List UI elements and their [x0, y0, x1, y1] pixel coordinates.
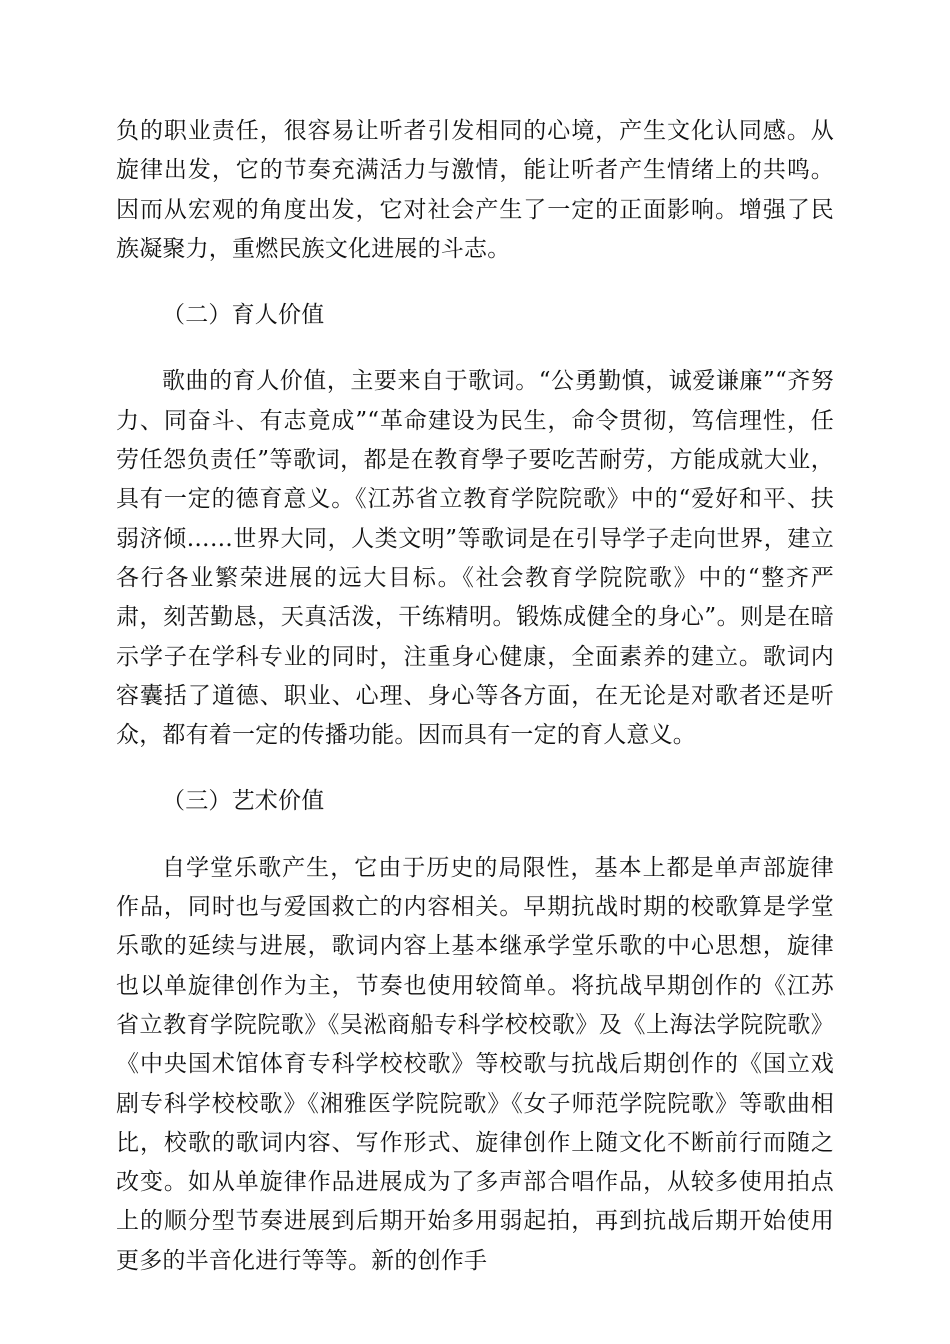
section-heading-education-value: （二）育人价值 [162, 302, 325, 329]
paragraph-education-value: 歌曲的育人价值，主要来自于歌词。“公勇勤慎，诚爱谦廉”“齐努力、同奋斗、有志竟成”“革命建设为民生，命令贯彻，笃信理性，任劳任怨负责任”等歌词，都是在教育學子要吃苦耐劳，方能成就大业，具有一定的德育意义。《江苏省立教育学院院歌》中的“爱好和平、扶弱济倾……世界大同，人类文明”等歌词是在引导学子走向世界，建立各行各业繁荣进展的远大目标。《社会教育学院院歌》中的“整齐严肃，刻苦勤恳，天真活泼，干练精明。锻炼成健全的身心”。则是在暗示学子在学科专业的同时，注重身心健康，全面素养的建立。歌词内容囊括了道德、职业、心理、身心等各方面，在无论是对歌者还是听众，都有着一定的传播功能。因而具有一定的育人意义。 [116, 368, 834, 749]
paragraph-artistic-value: 自学堂乐歌产生，它由于历史的局限性，基本上都是单声部旋律作品，同时也与爱国救亡的内容相关。早期抗战时期的校歌算是学堂乐歌的延续与进展，歌词内容上基本继承学堂乐歌的中心思想，旋律也以单旋律创作为主，节奏也使用较简单。将抗战早期创作的《江苏省立教育学院院歌》《吴淞商船专科学校校歌》及《上海法学院院歌》《中央国术馆体育专科学校校歌》等校歌与抗战后期创作的《国立戏剧专科学校校歌》《湘雅医学院院歌》《女子师范学院院歌》等歌曲相比，校歌的歌词内容、写作形式、旋律创作上随文化不断前行而随之改变。如从单旋律作品进展成为了多声部合唱作品，从较多使用拍点上的顺分型节奏进展到后期开始多用弱起拍，再到抗战后期开始使用更多的半音化进行等等。新的创作手 [116, 854, 834, 1274]
document-body [116, 112, 834, 1281]
section-heading-artistic-value: （三）艺术价值 [162, 788, 325, 815]
paragraph-social-influence-continued: 负的职业责任，很容易让听者引发相同的心境，产生文化认同感。从旋律出发，它的节奏充满活力与激情，能让听者产生情绪上的共鸣。因而从宏观的角度出发，它对社会产生了一定的正面影响。增强了民族凝聚力，重燃民族文化进展的斗志。 [116, 118, 834, 262]
